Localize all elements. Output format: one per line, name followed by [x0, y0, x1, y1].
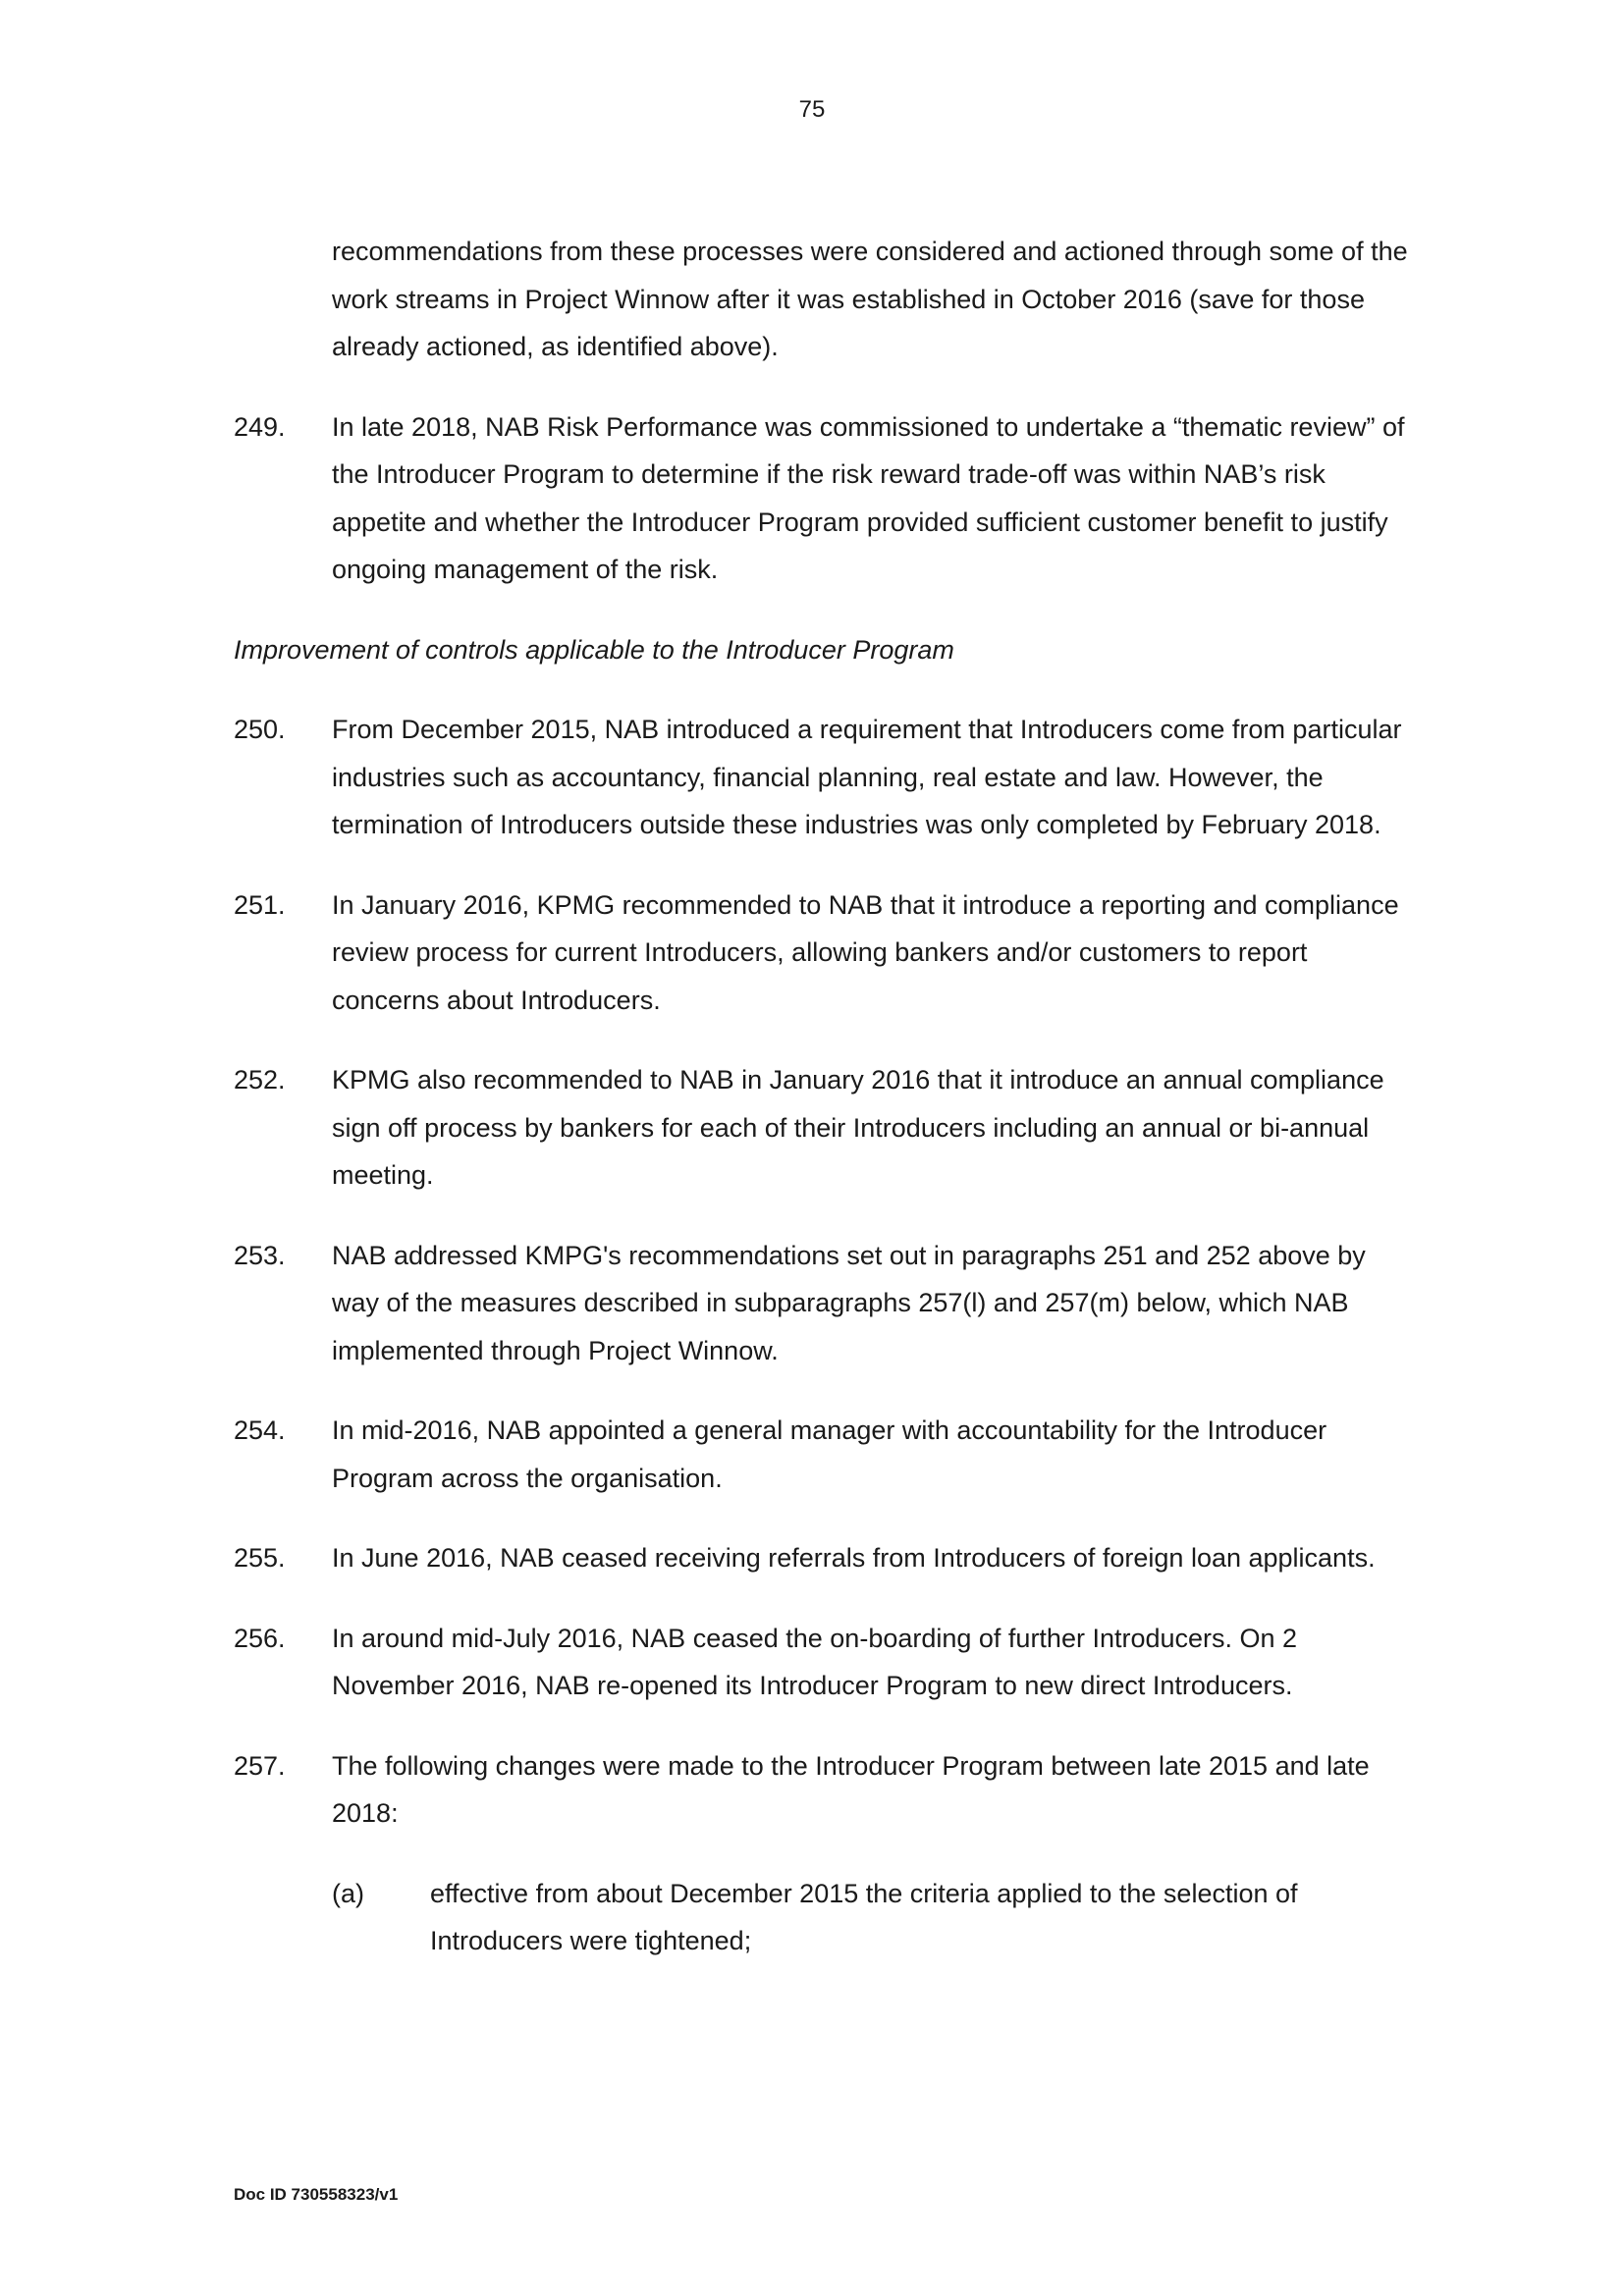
section-heading: Improvement of controls applicable to the Introducer Program	[234, 634, 954, 665]
paragraph-text: The following changes were made to the Introducer Program between late 2015 and late 2018:	[332, 1750, 1370, 1828]
numbered-paragraph	[234, 403, 1412, 594]
numbered-paragraph	[234, 706, 1412, 849]
page-number: 75	[798, 96, 826, 123]
paragraph-number: 253.	[234, 1240, 286, 1270]
paragraph-number: 249.	[234, 411, 286, 442]
paragraph-number: 250.	[234, 715, 286, 744]
paragraph-text: KPMG also recommended to NAB in January 2016 that it introduce an annual compliance sign off process by bankers for each of their Introducers including an annual or bi-annual meeting.	[332, 1065, 1384, 1190]
doc-id-footer: Doc ID 730558323/v1	[234, 2185, 399, 2204]
paragraph-text: From December 2015, NAB introduced a requirement that Introducers come from particular industries such as accountancy, financial planning, real estate and law. However, the termination of Introducers outside these industries was only completed by February 2018.	[332, 715, 1402, 839]
sub-paragraph	[332, 1870, 1412, 1965]
paragraph-text: In around mid-July 2016, NAB ceased the on-boarding of further Introducers. On 2 November 2016, NAB re-opened its Introducer Program to new direct Introducers.	[332, 1623, 1298, 1700]
paragraph-number: 252.	[234, 1065, 286, 1095]
numbered-paragraph	[234, 1232, 1412, 1375]
paragraph-number: 257.	[234, 1750, 286, 1781]
paragraph-number: 254.	[234, 1415, 286, 1445]
document-body	[234, 228, 1412, 1998]
paragraph-number: 251.	[234, 889, 286, 920]
paragraph-text: In mid-2016, NAB appointed a general manager with accountability for the Introducer Program across the organisation.	[332, 1415, 1327, 1493]
paragraph-number: 256.	[234, 1623, 286, 1653]
paragraph-text: In late 2018, NAB Risk Performance was commissioned to undertake a “thematic review” of the Introducer Program to determine if the risk reward trade-off was within NAB’s risk appetite and whether the Introducer Program provided sufficient customer benefit to justify ongoing management of the risk.	[332, 411, 1405, 584]
continuation-paragraph: recommendations from these processes were considered and actioned through some of the work streams in Project Winnow after it was established in October 2016 (save for those already actioned, as identified above).	[332, 237, 1408, 361]
paragraph-text: In June 2016, NAB ceased receiving referrals from Introducers of foreign loan applicants.	[332, 1543, 1376, 1573]
paragraph-number: 255.	[234, 1543, 286, 1573]
numbered-paragraph	[234, 1742, 1412, 1838]
numbered-paragraph	[234, 1534, 1412, 1582]
sub-paragraph-label: (a)	[332, 1878, 364, 1908]
numbered-paragraph	[234, 881, 1412, 1025]
numbered-paragraph	[234, 1407, 1412, 1502]
numbered-paragraph	[234, 1615, 1412, 1710]
numbered-paragraph	[234, 1056, 1412, 1200]
paragraph-text: In January 2016, KPMG recommended to NAB that it introduce a reporting and compliance review process for current Introducers, allowing bankers and/or customers to report concerns about Introducers.	[332, 889, 1399, 1015]
sub-paragraph-text: effective from about December 2015 the criteria applied to the selection of Introducers were tightened;	[430, 1878, 1298, 1955]
paragraph-text: NAB addressed KMPG's recommendations set out in paragraphs 251 and 252 above by way of the measures described in subparagraphs 257(l) and 257(m) below, which NAB implemented through Project Winnow.	[332, 1240, 1366, 1365]
